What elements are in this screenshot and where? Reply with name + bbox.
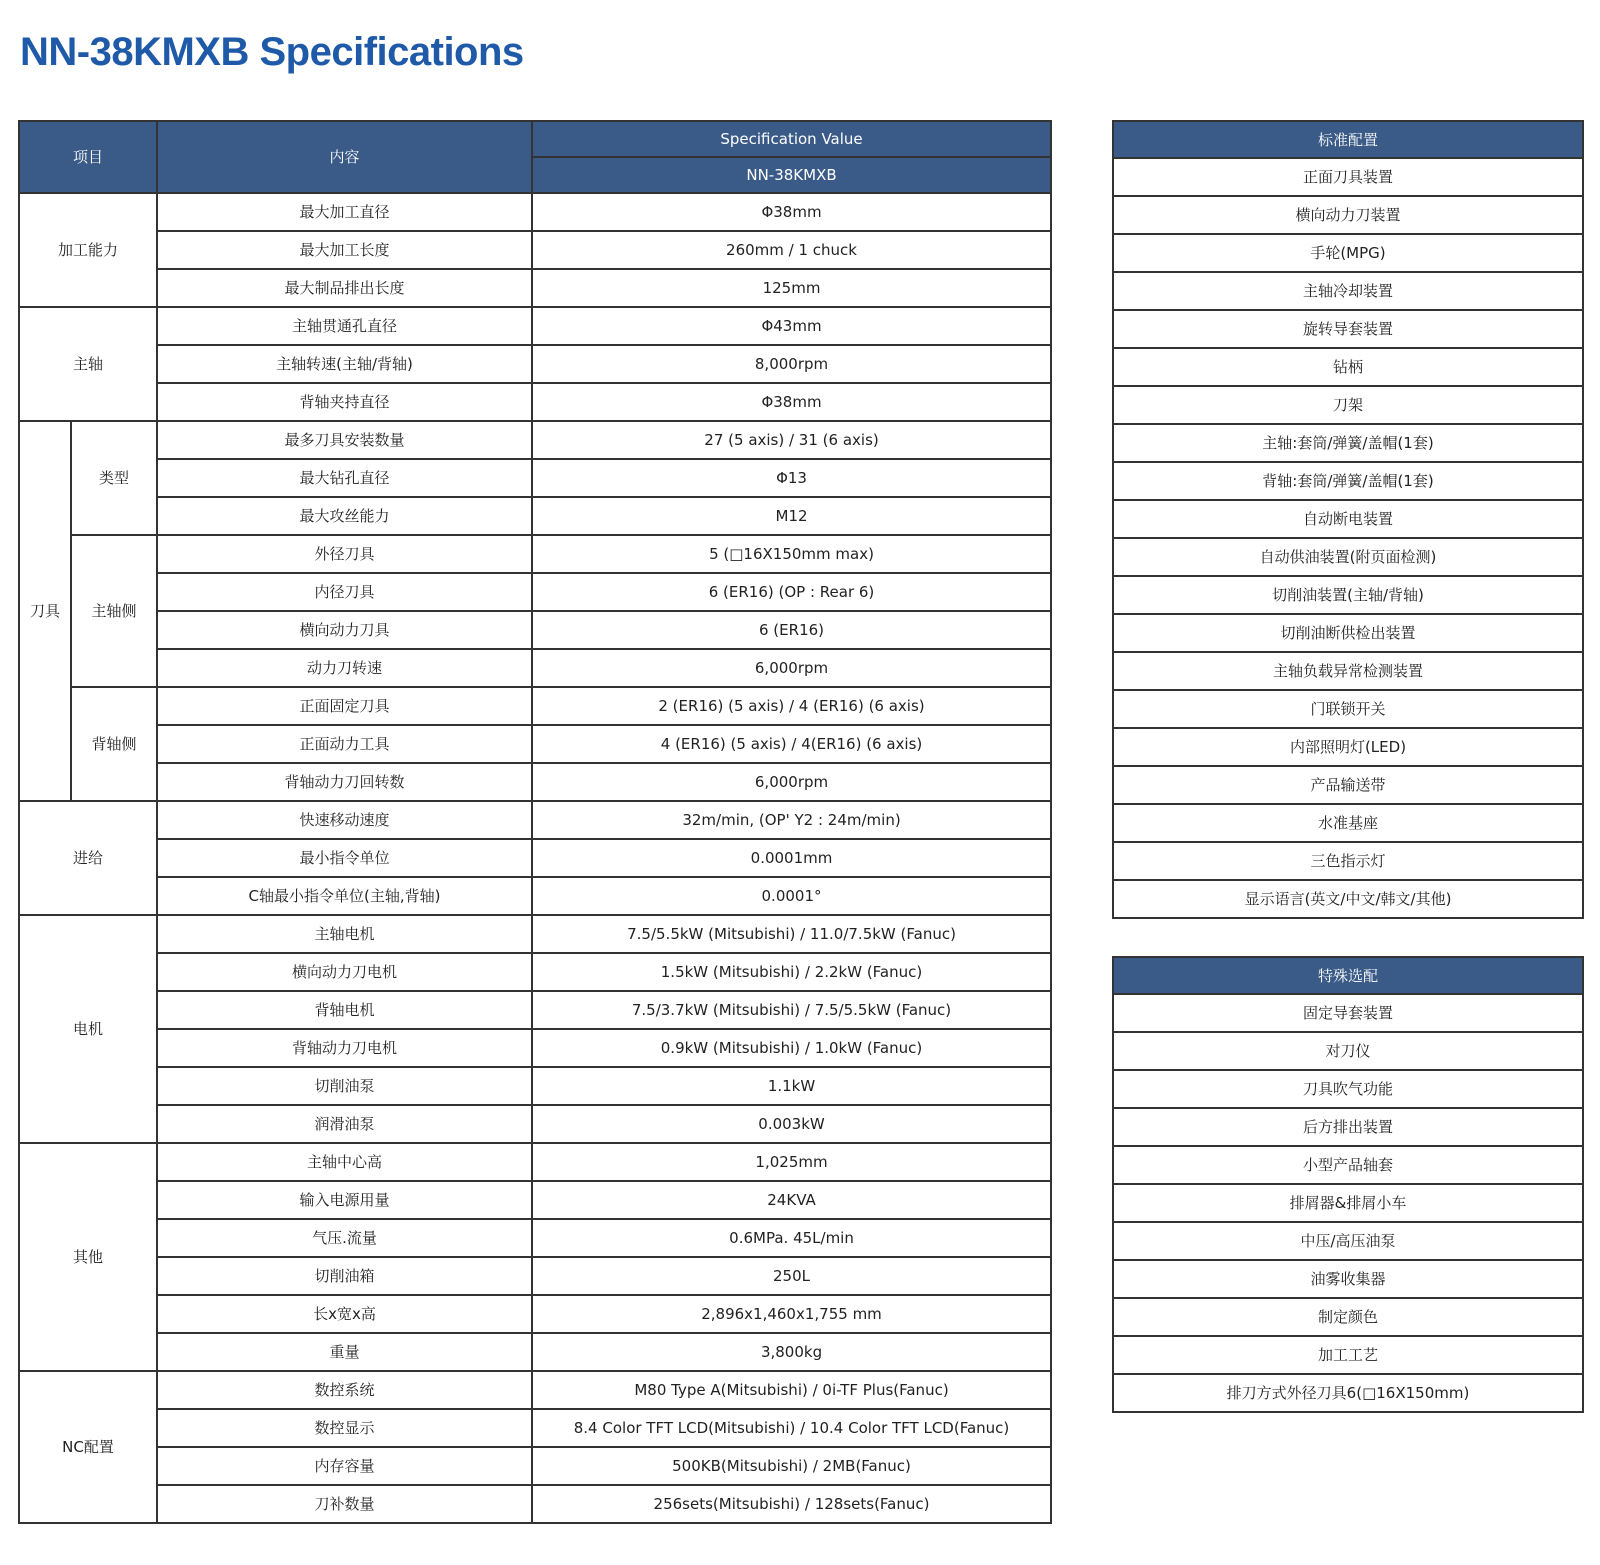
spec-label: 气压.流量 [157,1219,532,1257]
spec-label: 润滑油泵 [157,1105,532,1143]
spec-value: 0.0001° [532,877,1051,915]
spec-label: 正面固定刀具 [157,687,532,725]
spec-label: 主轴中心高 [157,1143,532,1181]
table-row [19,1143,1051,1181]
list-item [1113,1222,1583,1260]
table-row [19,1219,1051,1257]
list-item [1113,348,1583,386]
list-item [1113,842,1583,880]
table-row [19,193,1051,231]
spec-value: 6 (ER16) (OP : Rear 6) [532,573,1051,611]
table-row [19,231,1051,269]
spec-value: M80 Type A(Mitsubishi) / 0i-TF Plus(Fanuc) [532,1371,1051,1409]
list-item [1113,462,1583,500]
list-item [1113,880,1583,918]
spec-label: 切削油泵 [157,1067,532,1105]
standard-config-item: 刀架 [1113,386,1583,424]
list-item [1113,386,1583,424]
spec-value: 2 (ER16) (5 axis) / 4 (ER16) (6 axis) [532,687,1051,725]
spec-value: Φ43mm [532,307,1051,345]
special-option-item: 固定导套装置 [1113,994,1583,1032]
group-tools: 刀具 [19,421,71,801]
standard-config-item: 背轴:套筒/弹簧/盖帽(1套) [1113,462,1583,500]
list-item [1113,652,1583,690]
list-item [1113,576,1583,614]
spec-value: 1.5kW (Mitsubishi) / 2.2kW (Fanuc) [532,953,1051,991]
list-item [1113,1298,1583,1336]
group-back-side: 背轴侧 [71,687,157,801]
special-option-item: 加工工艺 [1113,1336,1583,1374]
group-main-side: 主轴侧 [71,535,157,687]
list-item [1113,1374,1583,1412]
standard-config-item: 水准基座 [1113,804,1583,842]
standard-config-item: 钻柄 [1113,348,1583,386]
special-option-item: 排屑器&排屑小车 [1113,1184,1583,1222]
table-row [19,877,1051,915]
spec-value: 3,800kg [532,1333,1051,1371]
spec-label: 背轴动力刀回转数 [157,763,532,801]
special-options-table [1112,956,1584,1413]
standard-config-item: 门联锁开关 [1113,690,1583,728]
special-option-item: 后方排出装置 [1113,1108,1583,1146]
spec-value: 0.9kW (Mitsubishi) / 1.0kW (Fanuc) [532,1029,1051,1067]
spec-value: 8.4 Color TFT LCD(Mitsubishi) / 10.4 Color TFT LCD(Fanuc) [532,1409,1051,1447]
table-row [19,953,1051,991]
spec-value: 1,025mm [532,1143,1051,1181]
list-item [1113,766,1583,804]
spec-value: 250L [532,1257,1051,1295]
spec-value: 24KVA [532,1181,1051,1219]
spec-label: 数控显示 [157,1409,532,1447]
list-item [1113,1260,1583,1298]
spec-value: Φ38mm [532,383,1051,421]
standard-config-item: 自动断电装置 [1113,500,1583,538]
table-row [19,1295,1051,1333]
spec-value: 7.5/3.7kW (Mitsubishi) / 7.5/5.5kW (Fanuc) [532,991,1051,1029]
list-item [1113,310,1583,348]
standard-config-item: 主轴负载异常检测装置 [1113,652,1583,690]
table-row [19,1257,1051,1295]
spec-label: 正面动力工具 [157,725,532,763]
spec-value: 6,000rpm [532,649,1051,687]
table-row [19,725,1051,763]
list-item [1113,196,1583,234]
table-row [19,611,1051,649]
group-motor: 电机 [19,915,157,1143]
spec-value: 0.0001mm [532,839,1051,877]
spec-value: Φ38mm [532,193,1051,231]
group-nc: NC配置 [19,1371,157,1523]
list-item [1113,500,1583,538]
special-option-item: 制定颜色 [1113,1298,1583,1336]
spec-value: 1.1kW [532,1067,1051,1105]
table-row [19,573,1051,611]
table-row [19,1409,1051,1447]
spec-value: 260mm / 1 chuck [532,231,1051,269]
standard-config-item: 主轴:套筒/弹簧/盖帽(1套) [1113,424,1583,462]
standard-config-table [1112,120,1584,919]
list-item [1113,538,1583,576]
page-title: NN-38KMXB Specifications [20,30,524,74]
table-row [19,307,1051,345]
spec-label: 最大攻丝能力 [157,497,532,535]
spec-label: 最大钻孔直径 [157,459,532,497]
table-row [19,269,1051,307]
list-item [1113,804,1583,842]
spec-label: C轴最小指令单位(主轴,背轴) [157,877,532,915]
table-row [19,687,1051,725]
table-row [19,535,1051,573]
list-item [1113,614,1583,652]
spec-label: 动力刀转速 [157,649,532,687]
table-row [19,915,1051,953]
standard-config-item: 正面刀具装置 [1113,158,1583,196]
standard-config-item: 内部照明灯(LED) [1113,728,1583,766]
table-row [19,497,1051,535]
table-row [19,1371,1051,1409]
table-row [19,1105,1051,1143]
spec-label: 内径刀具 [157,573,532,611]
standard-config-item: 产品输送带 [1113,766,1583,804]
spec-value: 6,000rpm [532,763,1051,801]
list-item [1113,728,1583,766]
table-row [19,649,1051,687]
spec-value: 256sets(Mitsubishi) / 128sets(Fanuc) [532,1485,1051,1523]
spec-label: 输入电源用量 [157,1181,532,1219]
spec-value: 6 (ER16) [532,611,1051,649]
spec-table [18,120,1052,1524]
list-item [1113,424,1583,462]
list-item [1113,1070,1583,1108]
list-item [1113,1146,1583,1184]
standard-config-item: 三色指示灯 [1113,842,1583,880]
standard-config-item: 横向动力刀装置 [1113,196,1583,234]
table-row [19,421,1051,459]
table-row [19,1029,1051,1067]
table-row [19,1333,1051,1371]
list-item [1113,994,1583,1032]
standard-config-item: 切削油断供检出装置 [1113,614,1583,652]
table-row [19,1067,1051,1105]
table-row [19,1181,1051,1219]
special-option-item: 小型产品轴套 [1113,1146,1583,1184]
spec-value: Φ13 [532,459,1051,497]
table-row [19,345,1051,383]
spec-label: 主轴电机 [157,915,532,953]
spec-label: 主轴转速(主轴/背轴) [157,345,532,383]
special-option-item: 对刀仪 [1113,1032,1583,1070]
standard-config-item: 切削油装置(主轴/背轴) [1113,576,1583,614]
header-model: NN-38KMXB [532,157,1051,193]
spec-label: 背轴电机 [157,991,532,1029]
group-spindle: 主轴 [19,307,157,421]
spec-value: 4 (ER16) (5 axis) / 4(ER16) (6 axis) [532,725,1051,763]
special-option-item: 刀具吹气功能 [1113,1070,1583,1108]
list-item [1113,690,1583,728]
standard-config-header: 标准配置 [1113,121,1583,158]
spec-value: 2,896x1,460x1,755 mm [532,1295,1051,1333]
header-item: 项目 [19,121,157,193]
spec-label: 数控系统 [157,1371,532,1409]
list-item [1113,1184,1583,1222]
standard-config-item: 手轮(MPG) [1113,234,1583,272]
group-feed: 进给 [19,801,157,915]
table-row [19,1447,1051,1485]
list-item [1113,1108,1583,1146]
group-machining: 加工能力 [19,193,157,307]
group-tool-type: 类型 [71,421,157,535]
spec-label: 长x宽x高 [157,1295,532,1333]
spec-value: 0.6MPa. 45L/min [532,1219,1051,1257]
spec-label: 快速移动速度 [157,801,532,839]
spec-label: 刀补数量 [157,1485,532,1523]
spec-label: 主轴贯通孔直径 [157,307,532,345]
standard-config-item: 主轴冷却装置 [1113,272,1583,310]
spec-label: 外径刀具 [157,535,532,573]
table-row [19,459,1051,497]
spec-value: 7.5/5.5kW (Mitsubishi) / 11.0/7.5kW (Fanuc) [532,915,1051,953]
spec-value: 27 (5 axis) / 31 (6 axis) [532,421,1051,459]
spec-label: 重量 [157,1333,532,1371]
special-option-item: 排刀方式外径刀具6(□16X150mm) [1113,1374,1583,1412]
table-row [19,383,1051,421]
table-row [19,1485,1051,1523]
list-item [1113,234,1583,272]
group-other: 其他 [19,1143,157,1371]
spec-value: 500KB(Mitsubishi) / 2MB(Fanuc) [532,1447,1051,1485]
spec-label: 最大制品排出长度 [157,269,532,307]
spec-label: 最大加工直径 [157,193,532,231]
spec-value: 0.003kW [532,1105,1051,1143]
standard-config-item: 自动供油装置(附页面检测) [1113,538,1583,576]
spec-label: 最多刀具安装数量 [157,421,532,459]
spec-label: 背轴夹持直径 [157,383,532,421]
standard-config-item: 显示语言(英文/中文/韩文/其他) [1113,880,1583,918]
list-item [1113,1336,1583,1374]
list-item [1113,158,1583,196]
list-item [1113,272,1583,310]
spec-label: 内存容量 [157,1447,532,1485]
table-row [19,763,1051,801]
table-row [19,839,1051,877]
table-row [19,991,1051,1029]
spec-value: 8,000rpm [532,345,1051,383]
spec-value: M12 [532,497,1051,535]
header-spec-value: Specification Value [532,121,1051,157]
spec-value: 32m/min, (OP' Y2 : 24m/min) [532,801,1051,839]
spec-label: 横向动力刀电机 [157,953,532,991]
spec-label: 切削油箱 [157,1257,532,1295]
special-option-item: 中压/高压油泵 [1113,1222,1583,1260]
special-option-item: 油雾收集器 [1113,1260,1583,1298]
special-options-header: 特殊选配 [1113,957,1583,994]
spec-label: 背轴动力刀电机 [157,1029,532,1067]
spec-label: 最小指令单位 [157,839,532,877]
spec-value: 5 (□16X150mm max) [532,535,1051,573]
table-row [19,801,1051,839]
spec-label: 最大加工长度 [157,231,532,269]
spec-label: 横向动力刀具 [157,611,532,649]
header-content: 内容 [157,121,532,193]
spec-value: 125mm [532,269,1051,307]
list-item [1113,1032,1583,1070]
standard-config-item: 旋转导套装置 [1113,310,1583,348]
